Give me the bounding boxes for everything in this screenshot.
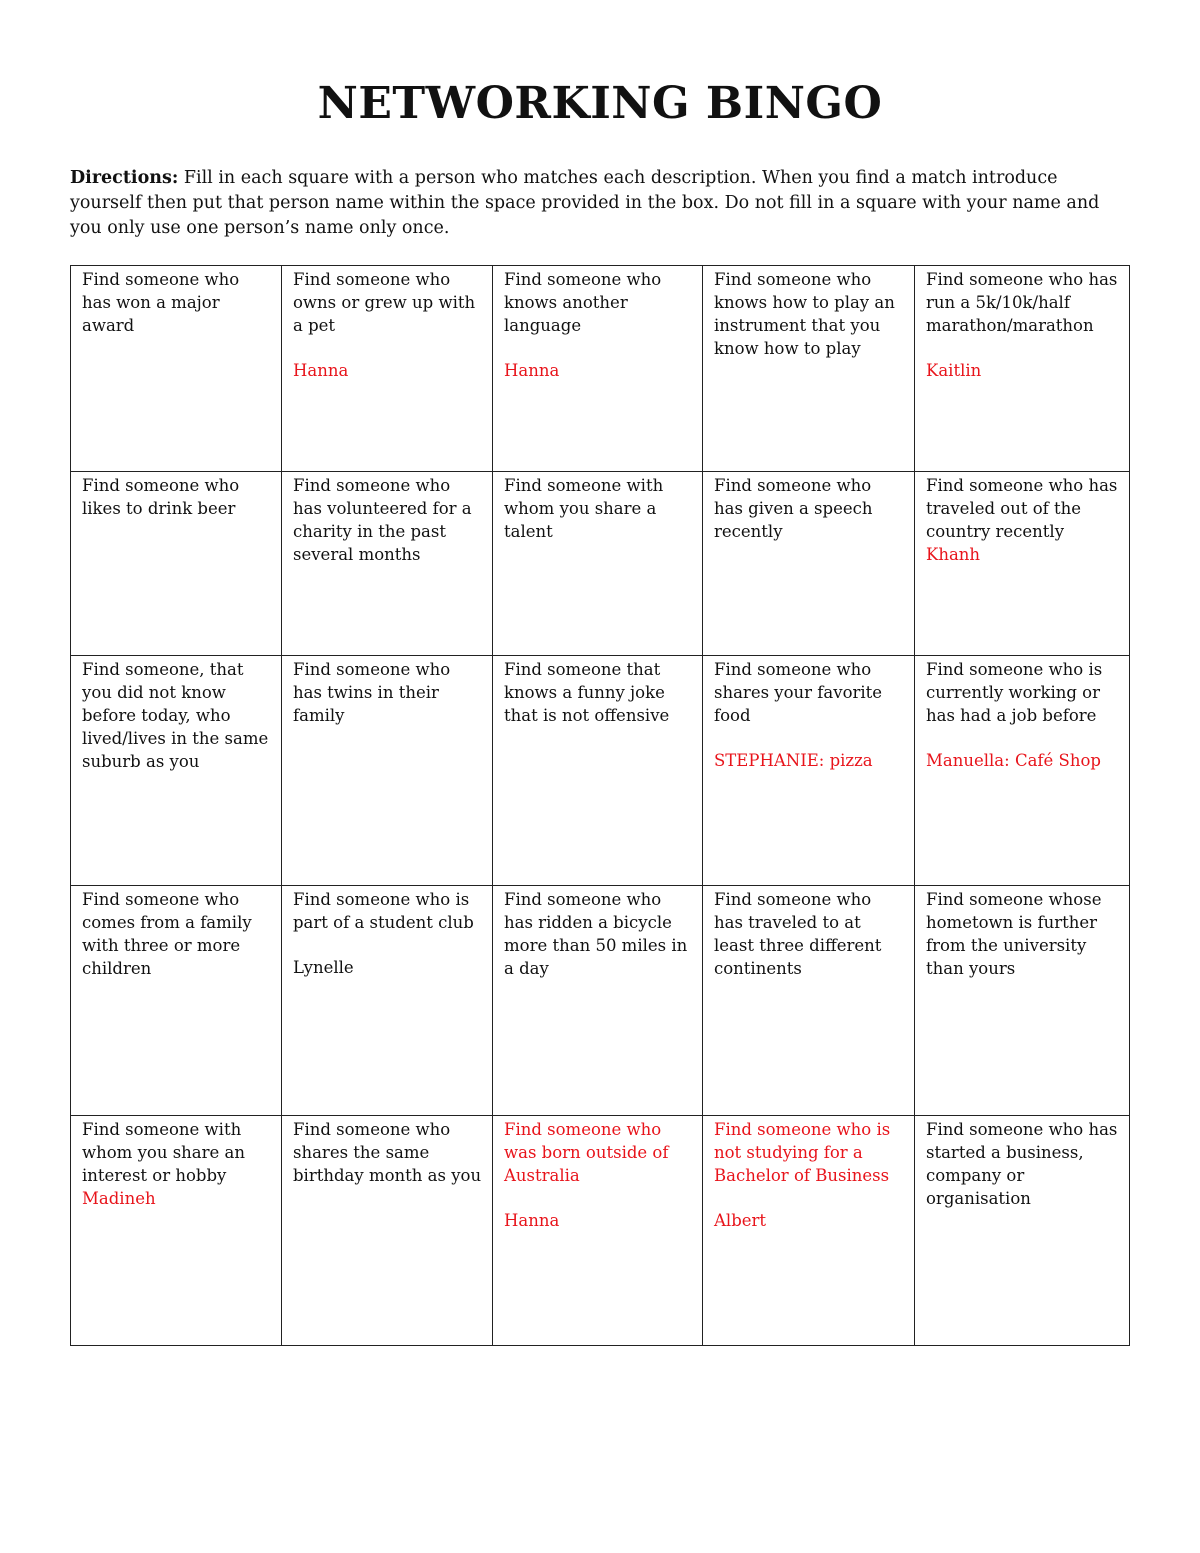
- bingo-square[interactable]: [493, 1116, 703, 1346]
- bingo-square[interactable]: [71, 266, 282, 472]
- bingo-square[interactable]: [703, 886, 915, 1116]
- square-prompt: Find someone that knows a funny joke that is not offensive: [504, 660, 670, 725]
- bingo-row: [71, 1116, 1130, 1346]
- square-answer: Hanna: [293, 361, 349, 380]
- square-answer: Kaitlin: [926, 361, 982, 380]
- bingo-square[interactable]: [282, 886, 493, 1116]
- square-prompt: Find someone who is part of a student club: [293, 890, 474, 932]
- directions-text: Fill in each square with a person who matches each description. When you find a match introduce yourself then put that person name within the space provided in the box. Do not fill in a square with your name and you only use one person’s name only once.: [70, 168, 1100, 238]
- square-prompt: Find someone who was born outside of Australia: [504, 1120, 669, 1185]
- bingo-square[interactable]: [493, 656, 703, 886]
- square-prompt: Find someone who shares the same birthday month as you: [293, 1120, 482, 1185]
- bingo-row: [71, 656, 1130, 886]
- square-answer: Manuella: Café Shop: [926, 751, 1101, 770]
- square-answer: Hanna: [504, 361, 560, 380]
- bingo-square[interactable]: [71, 1116, 282, 1346]
- square-prompt: Find someone who has started a business, company or organisation: [926, 1120, 1118, 1208]
- bingo-square[interactable]: [71, 656, 282, 886]
- bingo-square[interactable]: [703, 266, 915, 472]
- square-prompt: Find someone who is not studying for a Bachelor of Business: [714, 1120, 891, 1185]
- square-prompt: Find someone who has won a major award: [82, 270, 240, 335]
- bingo-square[interactable]: [703, 1116, 915, 1346]
- bingo-square[interactable]: [915, 472, 1130, 656]
- square-prompt: Find someone with whom you share an interest or hobby: [82, 1120, 245, 1185]
- bingo-grid: [70, 265, 1130, 1346]
- bingo-square[interactable]: [282, 1116, 493, 1346]
- square-prompt: Find someone who owns or grew up with a pet: [293, 270, 476, 335]
- bingo-row: [71, 886, 1130, 1116]
- square-prompt: Find someone who is currently working or has had a job before: [926, 660, 1103, 725]
- square-answer: Khanh: [926, 545, 981, 564]
- square-prompt: Find someone who comes from a family with three or more children: [82, 890, 252, 978]
- bingo-square[interactable]: [282, 656, 493, 886]
- bingo-square[interactable]: [915, 886, 1130, 1116]
- square-prompt: Find someone with whom you share a talent: [504, 476, 664, 541]
- square-answer: Lynelle: [293, 958, 354, 977]
- bingo-square[interactable]: [71, 886, 282, 1116]
- bingo-square[interactable]: [493, 886, 703, 1116]
- square-prompt: Find someone who knows how to play an instrument that you know how to play: [714, 270, 895, 358]
- square-prompt: Find someone who has traveled out of the country recently: [926, 476, 1118, 541]
- bingo-square[interactable]: [915, 656, 1130, 886]
- bingo-square[interactable]: [493, 266, 703, 472]
- bingo-square[interactable]: [703, 472, 915, 656]
- square-prompt: Find someone who knows another language: [504, 270, 662, 335]
- square-prompt: Find someone who has given a speech recently: [714, 476, 873, 541]
- directions: [70, 166, 1130, 241]
- square-prompt: Find someone who has twins in their family: [293, 660, 451, 725]
- bingo-square[interactable]: [915, 266, 1130, 472]
- bingo-square[interactable]: [282, 266, 493, 472]
- square-answer: STEPHANIE: pizza: [714, 751, 873, 770]
- square-prompt: Find someone who has volunteered for a charity in the past several months: [293, 476, 472, 564]
- directions-label: Directions:: [70, 168, 179, 188]
- bingo-row: [71, 472, 1130, 656]
- square-prompt: Find someone whose hometown is further from the university than yours: [926, 890, 1102, 978]
- square-answer: Hanna: [504, 1211, 560, 1230]
- square-prompt: Find someone who likes to drink beer: [82, 476, 240, 518]
- page-title: NETWORKING BINGO: [317, 78, 883, 129]
- square-answer: Albert: [714, 1211, 767, 1230]
- square-prompt: Find someone who has traveled to at least three different continents: [714, 890, 882, 978]
- bingo-square[interactable]: [703, 656, 915, 886]
- bingo-square[interactable]: [915, 1116, 1130, 1346]
- square-prompt: Find someone who has run a 5k/10k/half marathon/marathon: [926, 270, 1118, 335]
- bingo-square[interactable]: [493, 472, 703, 656]
- square-answer: Madineh: [82, 1189, 156, 1208]
- square-prompt: Find someone who shares your favorite food: [714, 660, 883, 725]
- bingo-row: [71, 266, 1130, 472]
- square-prompt: Find someone who has ridden a bicycle more than 50 miles in a day: [504, 890, 688, 978]
- square-prompt: Find someone, that you did not know before today, who lived/lives in the same suburb as you: [82, 660, 269, 771]
- bingo-square[interactable]: [282, 472, 493, 656]
- bingo-square[interactable]: [71, 472, 282, 656]
